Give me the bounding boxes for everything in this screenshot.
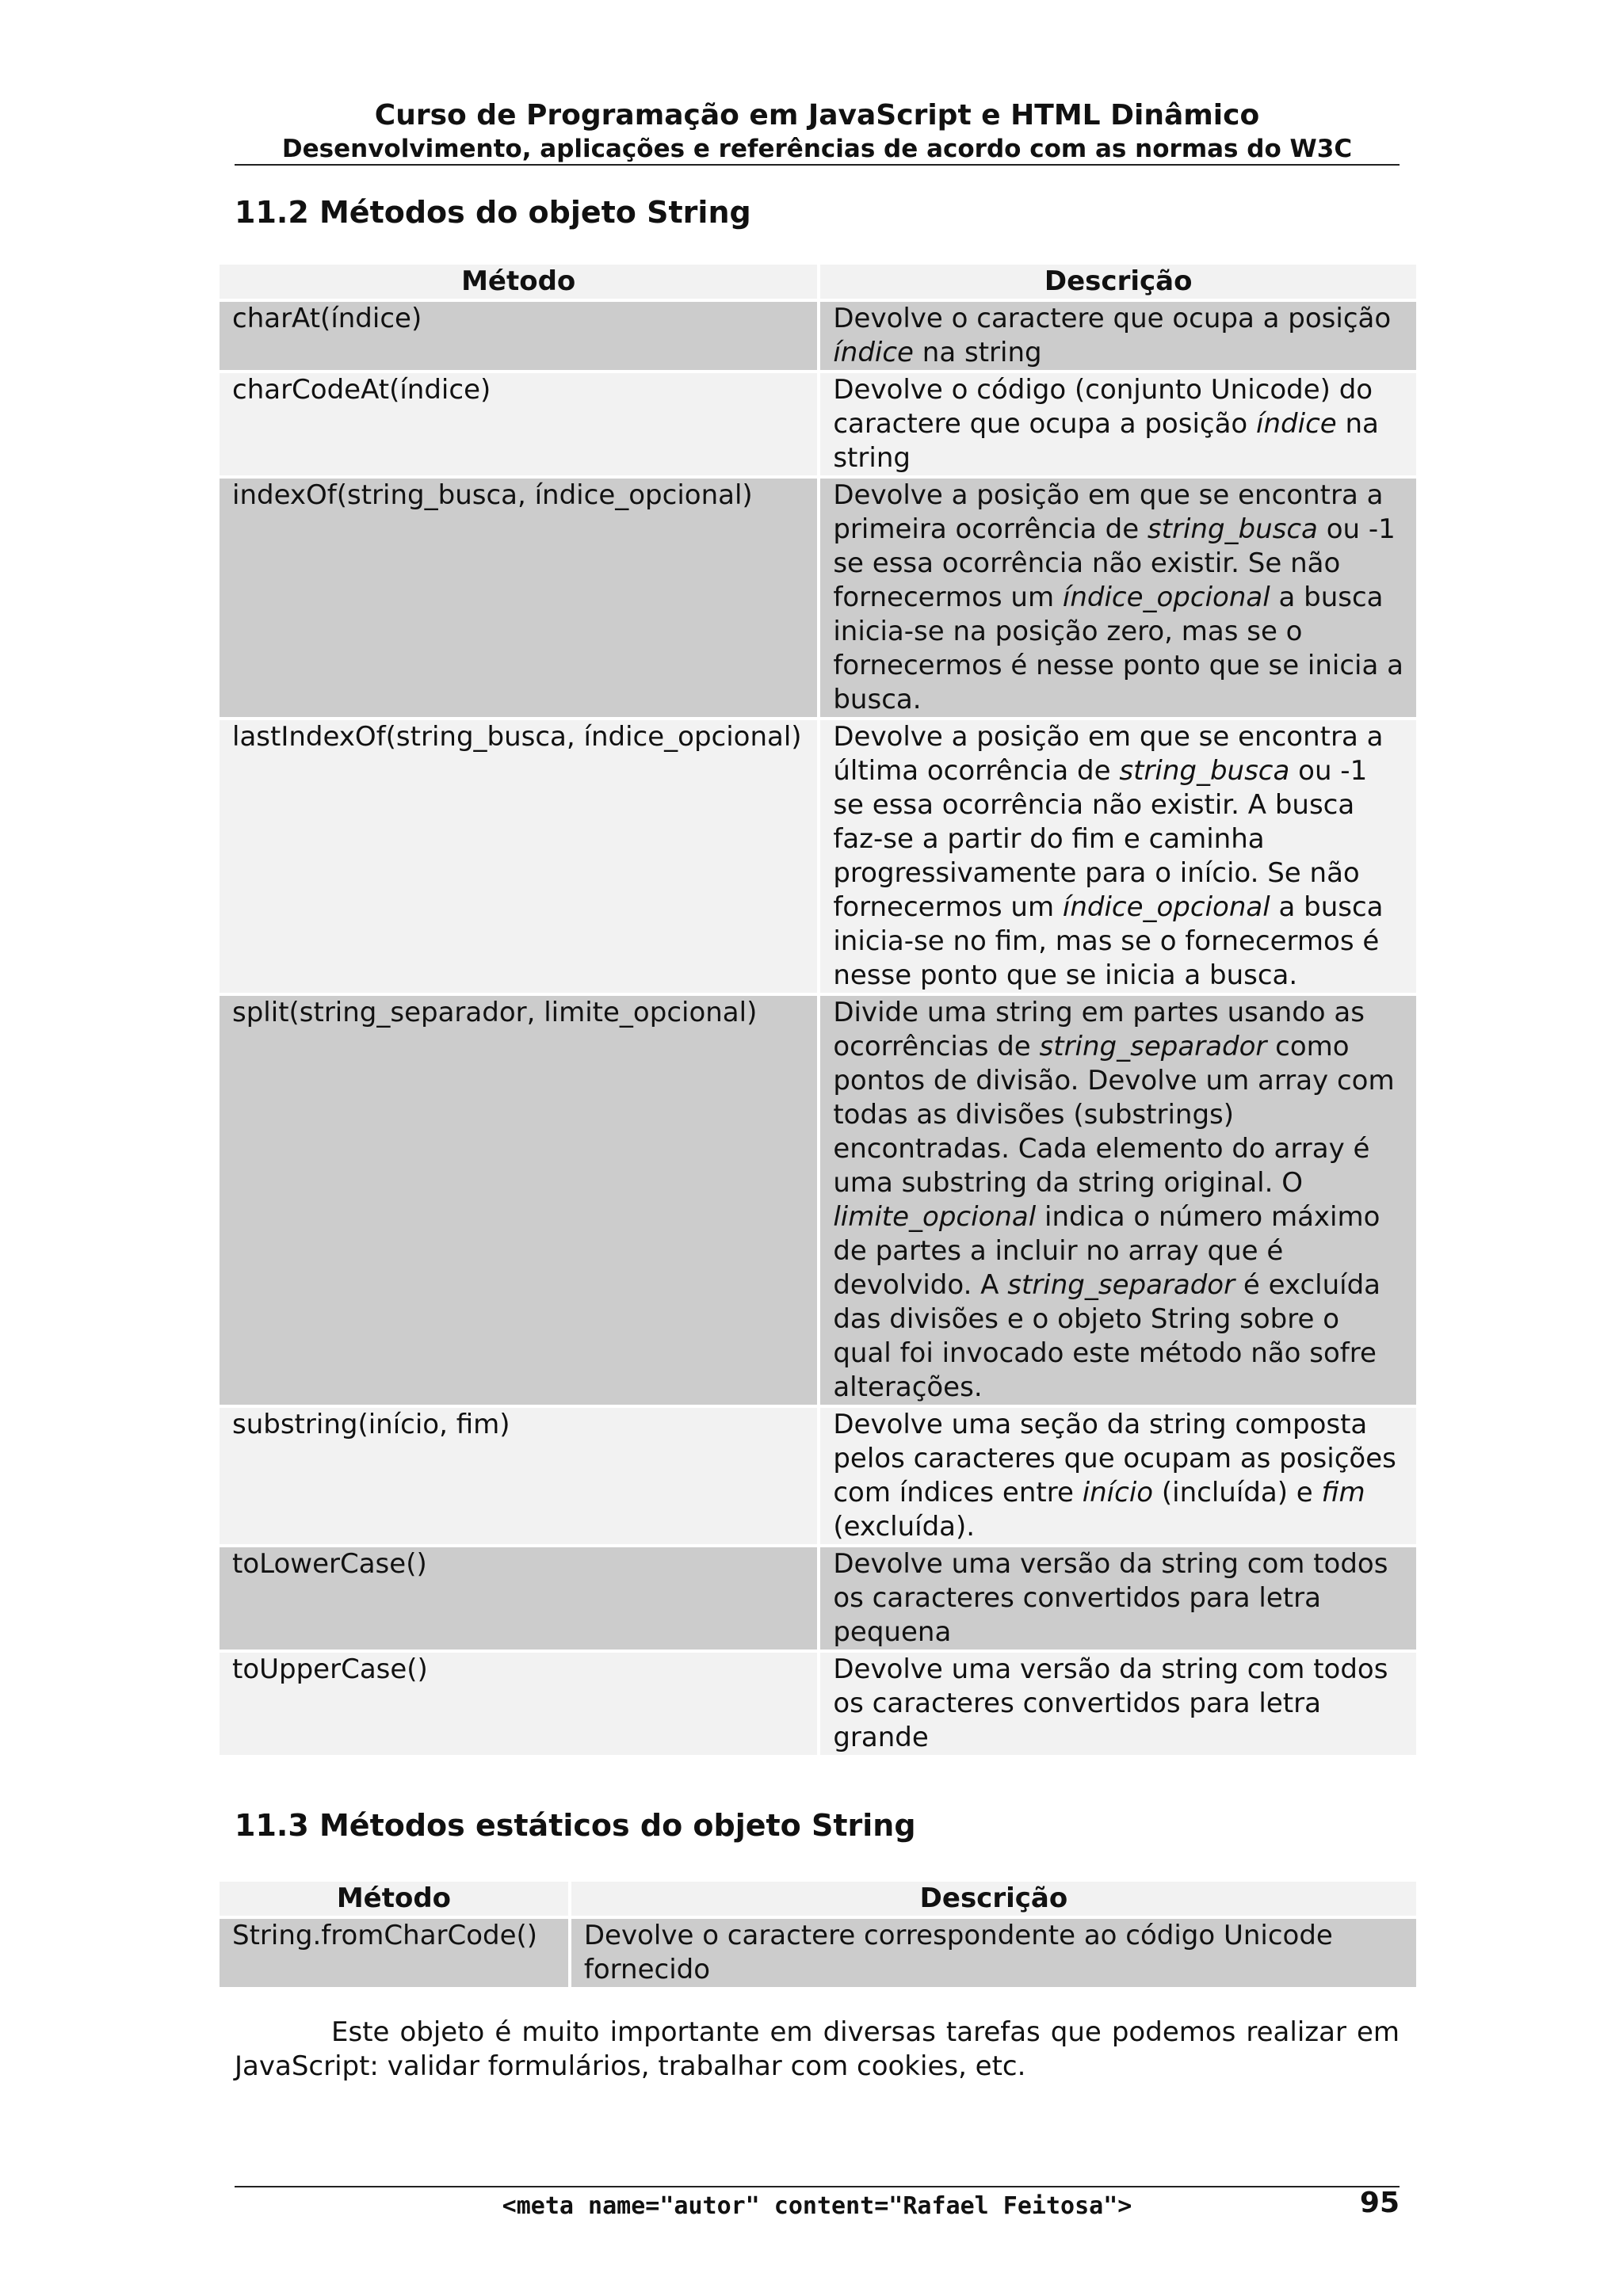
table-row — [220, 373, 1416, 475]
method-cell: indexOf(string_busca, índice_opcional) — [220, 479, 817, 717]
table-body — [220, 302, 1416, 1755]
section-title-string-methods: 11.2 Métodos do objeto String — [235, 195, 751, 230]
footer-divider — [235, 2186, 1400, 2187]
method-cell: split(string_separador, limite_opcional) — [220, 996, 817, 1405]
description-cell: Devolve o código (conjunto Unicode) do caractere que ocupa a posição índice na string — [820, 373, 1416, 475]
column-header-description: Descrição — [571, 1882, 1416, 1916]
description-cell: Devolve o caractere correspondente ao código Unicode fornecido — [571, 1919, 1416, 1987]
string-methods-table — [216, 261, 1419, 1758]
column-header-method: Método — [220, 265, 817, 299]
description-cell: Devolve a posição em que se encontra a primeira ocorrência de string_busca ou -1 se essa ocorrência não existir. Se não fornecermos um índice_opcional a busca inicia-se na posição zero, mas se o fornecermos é nesse ponto que se inicia a busca. — [820, 479, 1416, 717]
method-cell: substring(início, fim) — [220, 1408, 817, 1544]
method-cell: toLowerCase() — [220, 1547, 817, 1650]
body-paragraph: Este objeto é muito importante em diversas tarefas que podemos realizar em JavaScript: validar formulários, trabalhar com cookies, etc. — [235, 2016, 1400, 2082]
static-methods-table — [216, 1878, 1419, 1990]
method-cell: String.fromCharCode() — [220, 1919, 568, 1987]
method-cell: charCodeAt(índice) — [220, 373, 817, 475]
page-header — [235, 98, 1400, 165]
method-cell: charAt(índice) — [220, 302, 817, 370]
table-body — [220, 1919, 1416, 1987]
page-number: 95 — [1359, 2187, 1400, 2219]
table-row — [220, 1919, 1416, 1987]
header-title: Curso de Programação em JavaScript e HTML Dinâmico — [374, 99, 1260, 132]
description-cell: Devolve uma versão da string com todos os caracteres convertidos para letra grande — [820, 1653, 1416, 1755]
table-row — [220, 1408, 1416, 1544]
description-cell: Devolve o caractere que ocupa a posição índice na string — [820, 302, 1416, 370]
column-header-description: Descrição — [820, 265, 1416, 299]
description-cell: Devolve a posição em que se encontra a última ocorrência de string_busca ou -1 se essa ocorrência não existir. A busca faz-se a partir do fim e caminha progressivamente para o início. Se não fornecermos um índice_opcional a busca inicia-se no fim, mas se o fornecermos é nesse ponto que se inicia a busca. — [820, 720, 1416, 993]
table-row — [220, 479, 1416, 717]
column-header-method: Método — [220, 1882, 568, 1916]
table-row — [220, 302, 1416, 370]
header-subtitle: Desenvolvimento, aplicações e referências de acordo com as normas do W3C — [281, 135, 1353, 163]
table-header-row — [220, 1882, 1416, 1916]
footer-meta-tag: <meta name="autor" content="Rafael Feitosa"> — [502, 2192, 1132, 2220]
description-cell: Devolve uma versão da string com todos os caracteres convertidos para letra pequena — [820, 1547, 1416, 1650]
table-row — [220, 1547, 1416, 1650]
method-cell: toUpperCase() — [220, 1653, 817, 1755]
table-row — [220, 720, 1416, 993]
table-row — [220, 996, 1416, 1405]
method-cell: lastIndexOf(string_busca, índice_opcional) — [220, 720, 817, 993]
section-title-static-methods: 11.3 Métodos estáticos do objeto String — [235, 1808, 916, 1843]
header-divider — [235, 164, 1400, 166]
description-cell: Devolve uma seção da string composta pelos caracteres que ocupam as posições com índices entre início (incluída) e fim (excluída). — [820, 1408, 1416, 1544]
description-cell: Divide uma string em partes usando as ocorrências de string_separador como pontos de divisão. Devolve um array com todas as divisões (substrings) encontradas. Cada elemento do array é uma substring da string original. O limite_opcional indica o número máximo de partes a incluir no array que é devolvido. A string_separador é excluída das divisões e o objeto String sobre o qual foi invocado este método não sofre alterações. — [820, 996, 1416, 1405]
table-header-row — [220, 265, 1416, 299]
table-row — [220, 1653, 1416, 1755]
